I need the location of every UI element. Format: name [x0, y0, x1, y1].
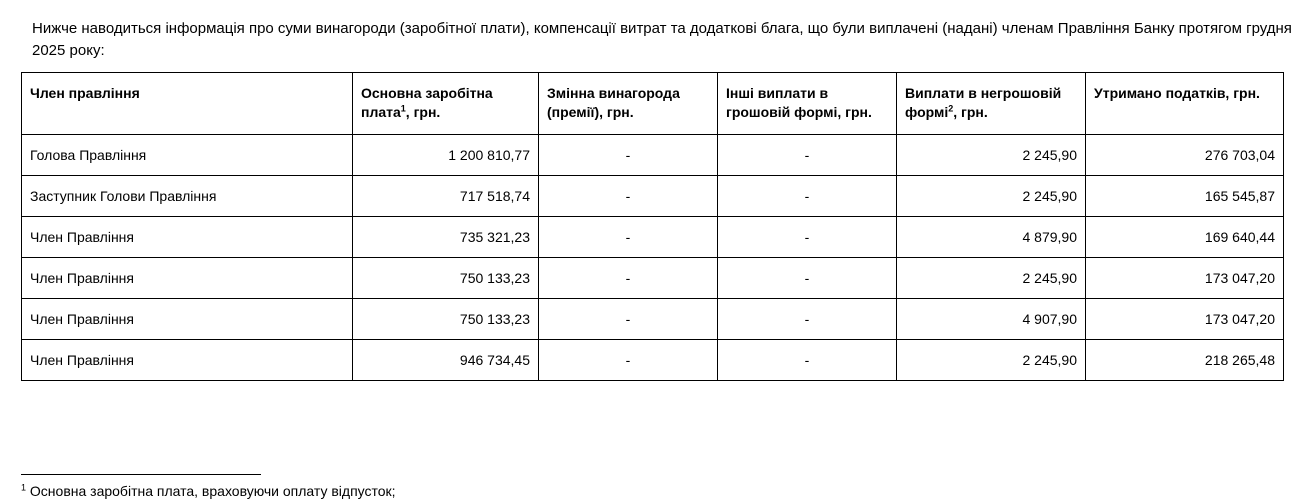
col-header-other-cash — [718, 73, 897, 135]
cell-taxes: 218 265,48 — [1086, 340, 1284, 381]
col-header-member — [22, 73, 353, 135]
table-row — [22, 135, 1284, 176]
col-header-non-monetary-text: Виплати в негрошовій формі — [905, 85, 1062, 120]
col-header-non-monetary — [897, 73, 1086, 135]
table-header — [22, 73, 1284, 135]
table-body — [22, 135, 1284, 381]
footnote-1 — [21, 482, 396, 500]
cell-member-name: Член Правління — [22, 340, 353, 381]
footnote-ref-1: 1 — [400, 103, 406, 114]
col-header-other-cash-text: Інші виплати в грошовій формі, грн. — [726, 85, 872, 120]
col-header-variable-pay — [539, 73, 718, 135]
col-header-non-monetary-suffix: , грн. — [953, 104, 988, 120]
cell-taxes: 276 703,04 — [1086, 135, 1284, 176]
cell-base-salary: 735 321,23 — [353, 217, 539, 258]
footnote-1-text: Основна заробітна плата, враховуючи оплату відпусток; — [26, 483, 396, 499]
cell-variable-pay: - — [539, 340, 718, 381]
table-row — [22, 340, 1284, 381]
col-header-taxes — [1086, 73, 1284, 135]
col-header-taxes-text: Утримано податків, грн. — [1094, 85, 1260, 101]
board-compensation-table — [21, 72, 1284, 381]
footnote-1-mark: 1 — [21, 482, 27, 493]
cell-non-monetary: 2 245,90 — [897, 176, 1086, 217]
cell-member-name: Заступник Голови Правління — [22, 176, 353, 217]
col-header-member-text: Член правління — [30, 85, 140, 101]
col-header-base-salary — [353, 73, 539, 135]
cell-non-monetary: 4 907,90 — [897, 299, 1086, 340]
header-row — [22, 73, 1284, 135]
cell-member-name: Член Правління — [22, 258, 353, 299]
cell-variable-pay: - — [539, 258, 718, 299]
cell-non-monetary: 2 245,90 — [897, 135, 1086, 176]
cell-taxes: 169 640,44 — [1086, 217, 1284, 258]
cell-other-cash: - — [718, 258, 897, 299]
footnote-ref-2: 2 — [948, 103, 954, 114]
footnote-divider — [21, 474, 261, 475]
cell-member-name: Голова Правління — [22, 135, 353, 176]
cell-taxes: 173 047,20 — [1086, 258, 1284, 299]
cell-base-salary: 750 133,23 — [353, 299, 539, 340]
cell-non-monetary: 2 245,90 — [897, 340, 1086, 381]
cell-base-salary: 717 518,74 — [353, 176, 539, 217]
cell-variable-pay: - — [539, 217, 718, 258]
cell-base-salary: 1 200 810,77 — [353, 135, 539, 176]
table-row — [22, 176, 1284, 217]
cell-other-cash: - — [718, 217, 897, 258]
cell-other-cash: - — [718, 176, 897, 217]
cell-taxes: 165 545,87 — [1086, 176, 1284, 217]
col-header-base-salary-text: Основна заробітна плата — [361, 85, 493, 120]
cell-base-salary: 946 734,45 — [353, 340, 539, 381]
cell-other-cash: - — [718, 135, 897, 176]
cell-non-monetary: 4 879,90 — [897, 217, 1086, 258]
cell-variable-pay: - — [539, 176, 718, 217]
col-header-base-salary-suffix: , грн. — [405, 104, 441, 120]
table-row — [22, 217, 1284, 258]
cell-variable-pay: - — [539, 135, 718, 176]
cell-taxes: 173 047,20 — [1086, 299, 1284, 340]
cell-base-salary: 750 133,23 — [353, 258, 539, 299]
col-header-variable-pay-text: Змінна винагорода (премії), грн. — [547, 85, 680, 120]
cell-other-cash: - — [718, 299, 897, 340]
cell-variable-pay: - — [539, 299, 718, 340]
cell-member-name: Член Правління — [22, 217, 353, 258]
cell-non-monetary: 2 245,90 — [897, 258, 1086, 299]
table-row — [22, 258, 1284, 299]
cell-member-name: Член Правління — [22, 299, 353, 340]
intro-paragraph: Нижче наводиться інформація про суми винагороди (заробітної плати), компенсації витрат та додаткові блага, що були виплачені (надані) членам Правління Банку протягом грудня 2025 року: — [32, 20, 1292, 59]
cell-other-cash: - — [718, 340, 897, 381]
table-row — [22, 299, 1284, 340]
